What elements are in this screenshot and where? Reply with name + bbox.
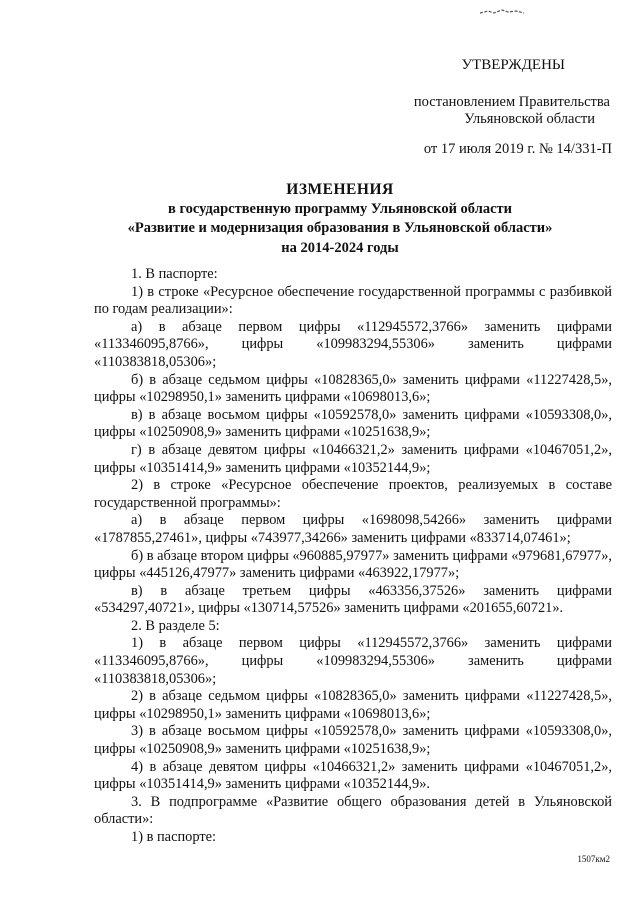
- paragraph: 1) в абзаце первом цифры «112945572,3766» заменить цифрами «113346095,8766», цифры «109983294,55306» заменить цифрами «110383818,05306»;: [94, 635, 612, 687]
- paragraph: 4) в абзаце девятом цифры «10466321,2» заменить цифрами «10467051,2», цифры «10351414,9» заменить цифрами «10352144,9».: [94, 758, 612, 793]
- approval-line2: Ульяновской области: [464, 111, 595, 127]
- paragraph: б) в абзаце втором цифры «960885,97977» заменить цифрами «979681,67977», цифры «445126,47977» заменить цифрами «463922,17977»;: [94, 547, 612, 582]
- paragraph: а) в абзаце первом цифры «1698098,54266» заменить цифрами «1787855,27461», цифры «743977,34266» заменить цифрами «833714,07461»;: [94, 512, 612, 546]
- approval-line1: постановлением Правительства: [413, 94, 610, 110]
- paragraph: в) в абзаце восьмом цифры «10592578,0» заменить цифрами «10593308,0», цифры «10250908,9» заменить цифрами «10251638,9»;: [94, 406, 612, 441]
- paragraph: б) в абзаце седьмом цифры «10828365,0» заменить цифрами «11227428,5», цифры «10298950,1» заменить цифрами «10698013,6»;: [94, 371, 612, 406]
- approval-heading: УТВЕРЖДЕНЫ: [461, 57, 565, 73]
- footer-code: 1507км2: [577, 854, 610, 864]
- document-title: [80, 180, 600, 258]
- title-line1: в государственную программу Ульяновской области: [167, 200, 512, 217]
- title-main: ИЗМЕНЕНИЯ: [286, 181, 394, 198]
- title-line3: на 2014-2024 годы: [281, 239, 399, 256]
- title-line2: «Развитие и модернизация образования в Ульяновской области»: [127, 220, 553, 236]
- approval-date: от 17 июля 2019 г. № 14/331-П: [423, 141, 612, 157]
- paragraph: г) в абзаце девятом цифры «10466321,2» заменить цифрами «10467051,2», цифры «10351414,9» заменить цифрами «10352144,9»;: [94, 441, 612, 476]
- document-body: [94, 266, 612, 847]
- paragraph: 3. В подпрограмме «Развитие общего образования детей в Ульяновской области»:: [94, 793, 612, 828]
- paragraph: 1) в строке «Ресурсное обеспечение государственной программы с разбивкой по годам реализации»:: [94, 283, 612, 318]
- paragraph: 1. В паспорте:: [131, 266, 218, 282]
- paragraph: 2) в абзаце седьмом цифры «10828365,0» заменить цифрами «11227428,5», цифры «10298950,1» заменить цифрами «10698013,6»;: [94, 688, 612, 722]
- paragraph: 2) в строке «Ресурсное обеспечение проектов, реализуемых в составе государственной программы»:: [94, 477, 612, 511]
- paragraph: а) в абзаце первом цифры «112945572,3766» заменить цифрами «113346095,8766», цифры «109983294,55306» заменить цифрами «110383818,05306»;: [94, 318, 612, 370]
- scanner-mark: [478, 8, 526, 16]
- paragraph: 1) в паспорте:: [131, 829, 217, 845]
- paragraph: 2. В разделе 5:: [131, 617, 220, 634]
- paragraph: в) в абзаце третьем цифры «463356,37526» заменить цифрами «534297,40721», цифры «130714,57526» заменить цифрами «201655,60721».: [94, 582, 612, 617]
- paragraph: 3) в абзаце восьмом цифры «10592578,0» заменить цифрами «10593308,0», цифры «10250908,9» заменить цифрами «10251638,9»;: [94, 723, 612, 758]
